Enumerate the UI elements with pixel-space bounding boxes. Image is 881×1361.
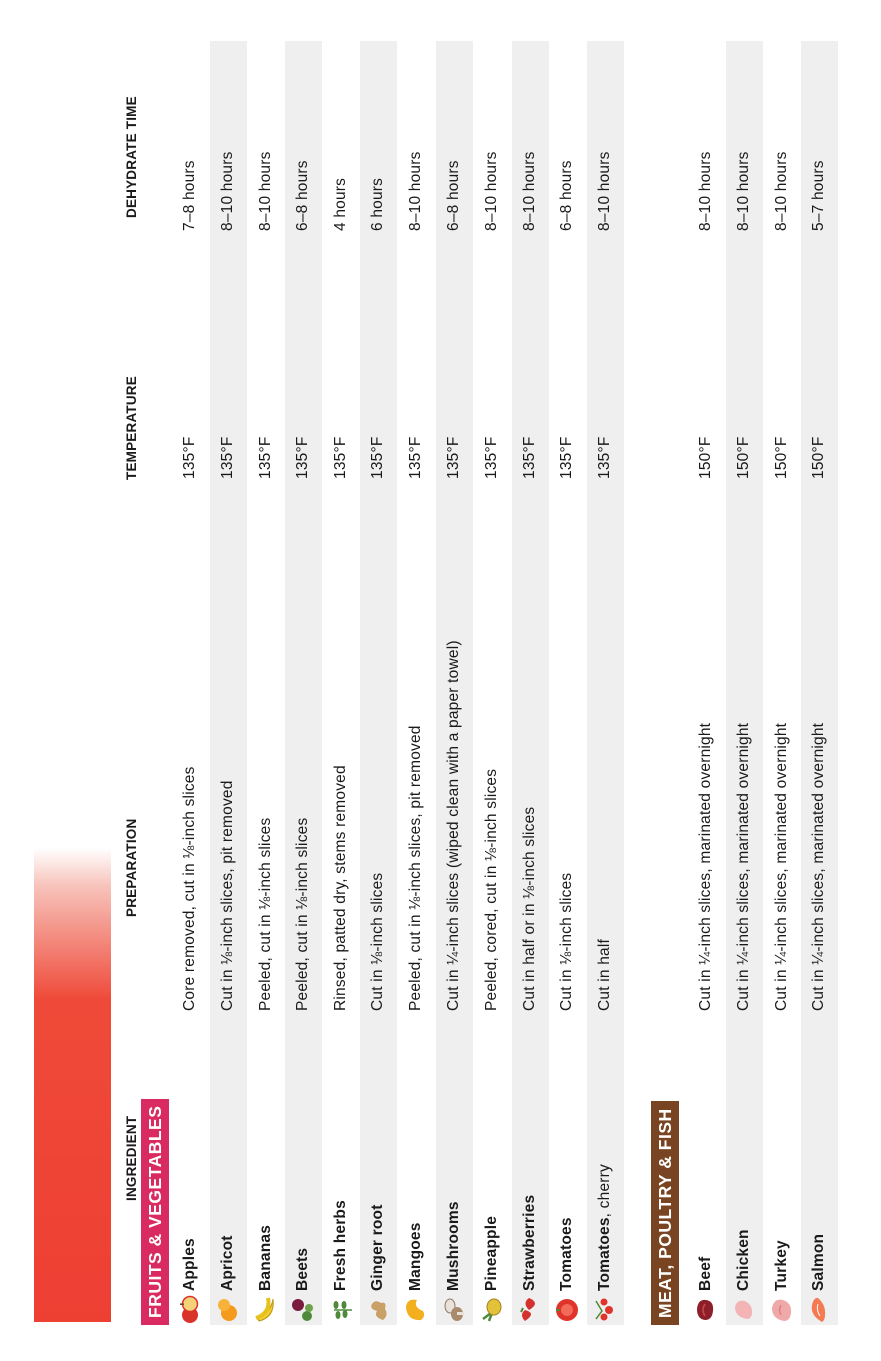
ingredient-label: Beef [697,1256,714,1291]
preparation-text: Peeled, cut in ⅛-inch slices [294,817,311,1011]
preparation-text: Cut in half [596,939,613,1011]
ginger-icon [363,1295,391,1325]
row-stripe [360,41,397,1325]
ingredient-label: Strawberries [521,1194,538,1291]
temperature-value: 135°F [257,436,274,479]
ingredient-qualifier: , cherry [596,1164,613,1218]
dehydrate-time-value: 6–8 hours [558,160,575,231]
ingredient-label: Beets [294,1247,311,1291]
dehydrate-time-value: 5–7 hours [810,160,827,231]
dehydrate-time-value: 6–8 hours [294,160,311,231]
dehydrate-time-value: 8–10 hours [735,151,752,231]
dehydrate-time-value: 8–10 hours [697,151,714,231]
ingredient-name [218,1235,238,1291]
mushroom-icon [439,1295,467,1325]
dehydrate-time-value: 6 hours [369,177,386,231]
ingredient-label: Apricot [219,1235,236,1291]
ingredient-name [406,1222,426,1291]
dehydrate-time-value: 4 hours [332,177,349,231]
salmon-icon [804,1295,832,1325]
pineapple-icon [477,1295,505,1325]
herb-icon [326,1295,354,1325]
row-stripe [587,41,624,1325]
section-header: MEAT, POULTRY & FISH [651,1101,679,1325]
ingredient-name [557,1217,577,1291]
temperature-value: 135°F [181,436,198,479]
ingredient-name [256,1225,276,1291]
ingredient-label: Fresh herbs [332,1200,349,1291]
preparation-text: Cut in ⅛-inch slices, pit removed [219,780,236,1011]
beet-icon [288,1295,316,1325]
temperature-value: 135°F [445,436,462,479]
ingredient-label: Salmon [810,1233,827,1291]
ingredient-name [331,1200,351,1291]
temperature-value: 135°F [369,436,386,479]
turkey-icon [767,1295,795,1325]
ingredient-name [482,1216,502,1291]
row-stripe [801,41,838,1325]
dehydrate-time-value: 8–10 hours [483,151,500,231]
ingredient-name [368,1204,388,1291]
row-stripe [512,41,549,1325]
temperature-value: 135°F [294,436,311,479]
ingredient-name [520,1195,540,1291]
preparation-text: Cut in ¼-inch slices, marinated overnight [773,722,790,1011]
ingredient-label: Tomatoes [558,1217,575,1291]
temperature-value: 150°F [697,436,714,479]
mango-icon [401,1295,429,1325]
dehydrate-time-value: 8–10 hours [773,151,790,231]
temperature-value: 135°F [521,436,538,479]
dehydrate-time-value: 8–10 hours [596,151,613,231]
dehydrate-time-value: 8–10 hours [219,151,236,231]
dehydrate-time-value: 8–10 hours [521,151,538,231]
ingredient-label: Bananas [257,1224,274,1291]
apple-icon [175,1295,203,1325]
tomato-icon [552,1295,580,1325]
section-header: FRUITS & VEGETABLES [141,1099,169,1325]
header-ingredient: INGREDIENT [124,1115,139,1201]
beef-icon [691,1295,719,1325]
ingredient-name [180,1238,200,1291]
dehydrate-time-value: 8–10 hours [407,151,424,231]
temperature-value: 135°F [558,436,575,479]
dehydrate-time-value: 8–10 hours [257,151,274,231]
ingredient-name [444,1201,464,1291]
temperature-value: 150°F [810,436,827,479]
dehydrate-time-value: 6–8 hours [445,160,462,231]
temperature-value: 135°F [332,436,349,479]
ingredient-label: Apples [181,1238,198,1291]
temperature-value: 135°F [483,436,500,479]
row-stripe [285,41,322,1325]
ingredient-name [809,1234,829,1291]
preparation-text: Cut in ⅛-inch slices [369,872,386,1011]
header-temperature: TEMPERATURE [124,376,139,480]
ingredient-label: Mangoes [407,1222,424,1291]
ingredient-label: Pineapple [483,1215,500,1291]
preparation-text: Core removed, cut in ⅛-inch slices [181,766,198,1011]
preparation-text: Peeled, cut in ⅛-inch slices, pit removed [407,725,424,1011]
cherry-tomato-icon [590,1295,618,1325]
temperature-value: 135°F [407,436,424,479]
temperature-value: 135°F [596,436,613,479]
strawberry-icon [515,1295,543,1325]
temperature-value: 150°F [735,436,752,479]
dehydrate-time-value: 7–8 hours [181,160,198,231]
row-stripe [726,41,763,1325]
preparation-text: Cut in ⅛-inch slices [558,872,575,1011]
ingredient-label: Turkey [773,1240,790,1291]
preparation-text: Peeled, cut in ⅛-inch slices [257,817,274,1011]
chicken-icon [729,1295,757,1325]
preparation-text: Rinsed, patted dry, stems removed [332,765,349,1011]
preparation-text: Cut in ¼-inch slices, marinated overnight [810,722,827,1011]
header-dehydrate-time: DEHYDRATE TIME [124,96,139,218]
temperature-value: 150°F [773,436,790,479]
header-preparation: PREPARATION [124,818,139,917]
ingredient-name [772,1240,792,1291]
ingredient-label: Tomatoes [596,1217,613,1291]
ingredient-label: Chicken [735,1229,752,1291]
row-stripe [210,41,247,1325]
ingredient-name [734,1229,754,1291]
ingredient-name [696,1257,716,1291]
ingredient-label: Ginger root [369,1204,386,1291]
temperature-value: 135°F [219,436,236,479]
apricot-icon [213,1295,241,1325]
ingredient-label: Mushrooms [445,1201,462,1291]
preparation-text: Cut in ¼-inch slices, marinated overnight [735,722,752,1011]
preparation-text: Cut in half or in ⅛-inch slices [521,806,538,1011]
preparation-text: Cut in ¼-inch slices (wiped clean with a paper towel) [445,640,462,1011]
banana-icon [251,1295,279,1325]
ingredient-name [293,1248,313,1291]
preparation-text: Cut in ¼-inch slices, marinated overnight [697,722,714,1011]
preparation-text: Peeled, cored, cut in ⅛-inch slices [483,768,500,1011]
ingredient-name [595,1164,615,1291]
